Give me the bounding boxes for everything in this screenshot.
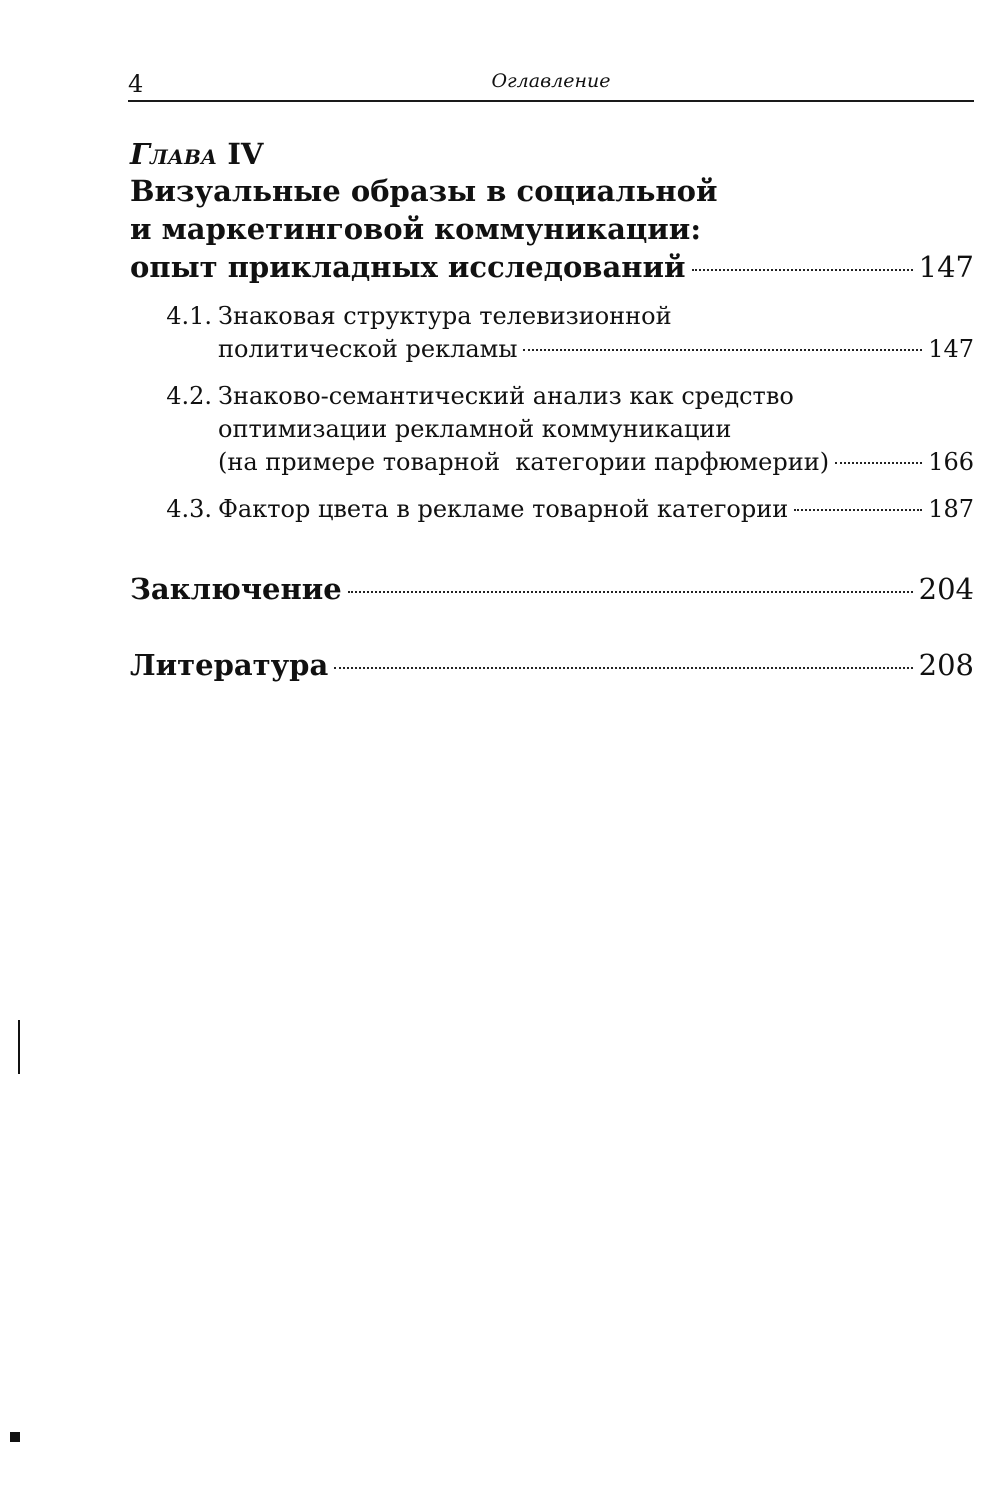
section-title-line: оптимизации рекламной коммуникации (218, 415, 732, 443)
conclusion-title: Заключение (130, 572, 342, 606)
toc-section-4-3[interactable] (130, 493, 974, 526)
toc-section-4-1[interactable] (130, 300, 974, 366)
section-page-number: 166 (928, 448, 974, 476)
dot-leader (692, 269, 913, 271)
section-title-line: политической рекламы (218, 335, 518, 363)
section-page-number: 187 (928, 495, 974, 523)
chapter-page-number: 147 (918, 250, 974, 284)
literature-title: Литература (130, 648, 329, 682)
section-page-number: 147 (928, 335, 974, 363)
running-head (128, 64, 974, 102)
section-number: 4.3. (166, 495, 212, 523)
chapter-title-entry[interactable] (130, 248, 974, 286)
conclusion-page-number: 204 (918, 572, 974, 606)
section-title-line: Знаковая структура телевизионной (218, 302, 672, 330)
running-title: Оглавление (491, 70, 611, 92)
chapter-title-line: опыт прикладных исследований (130, 250, 686, 284)
toc-conclusion[interactable] (130, 570, 974, 608)
dot-leader (835, 462, 922, 464)
section-number: 4.2. (166, 382, 212, 410)
section-title-line: Фактор цвета в рекламе товарной категории (218, 495, 789, 523)
section-list (130, 300, 974, 526)
dot-leader (348, 591, 913, 593)
table-of-contents (130, 136, 974, 684)
toc-section-4-2[interactable] (130, 380, 974, 479)
chapter-label (130, 136, 974, 172)
dot-leader (794, 509, 922, 511)
dot-leader (334, 667, 912, 669)
section-title-line: (на примере товарной категории парфюмерии) (218, 448, 830, 476)
dot-leader (523, 349, 922, 351)
section-number: 4.1. (166, 302, 212, 330)
literature-page-number: 208 (918, 648, 974, 682)
toc-literature[interactable] (130, 646, 974, 684)
section-title-line: Знаково-семантический анализ как средство (218, 382, 794, 410)
chapter-label-word: Глава (130, 137, 218, 171)
chapter-title-line: Визуальные образы в социальной (130, 174, 718, 208)
scan-artifact-dot (10, 1432, 20, 1442)
chapter-label-numeral: IV (227, 137, 264, 171)
chapter-title-line: и маркетинговой коммуникации: (130, 212, 702, 246)
page-number: 4 (128, 70, 144, 98)
scan-artifact-line (18, 1020, 20, 1074)
